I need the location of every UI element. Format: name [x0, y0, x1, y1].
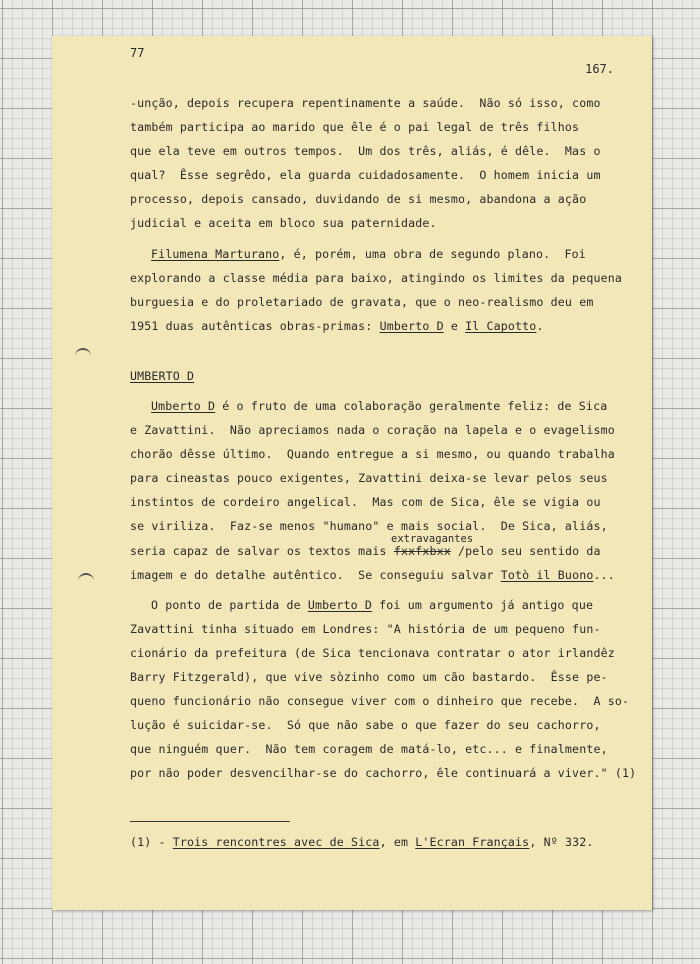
film-title: Il Capotto: [465, 319, 537, 333]
paragraph-line: chorão dêsse último. Quando entregue a si mesmo, ou quando trabalha: [130, 447, 615, 461]
paragraph-line: explorando a classe média para baixo, atingindo os limites da pequena: [130, 271, 622, 285]
binder-hole-mark: [78, 573, 94, 589]
paragraph-line: lução é suicidar-se. Só que não sabe o que fazer do seu cachorro,: [130, 718, 601, 732]
paragraph-line: Umberto D é o fruto de uma colaboração geralmente feliz: de Sica: [151, 399, 608, 413]
paragraph-line: judicial e aceita em bloco sua paternidade.: [130, 216, 437, 230]
page-number-right: 167.: [585, 62, 614, 76]
paragraph-line: imagem e do detalhe autêntico. Se conseguiu salvar Totò il Buono...: [130, 568, 615, 582]
paragraph-line: processo, depois cansado, duvidando de si mesmo, abandona a ação: [130, 192, 587, 206]
section-heading: UMBERTO D: [130, 369, 195, 383]
paragraph-line: por não poder desvencilhar-se do cachorro, êle continuará a viver." (1): [130, 766, 637, 780]
paragraph-line: se viriliza. Faz-se menos "humano" e mais social. De Sica, aliás,: [130, 519, 608, 533]
struck-word: fxxfxbxx: [393, 544, 451, 558]
paragraph-line: O ponto de partida de Umberto D foi um argumento já antigo que: [151, 598, 594, 612]
paragraph-line: queno funcionário não consegue viver com o dinheiro que recebe. A so-: [130, 694, 630, 708]
binder-hole-mark: [75, 348, 91, 364]
paragraph-line: cionário da prefeitura (de Sica tencionava contratar o ator irlandêz: [130, 646, 615, 660]
film-title: Umberto D: [307, 598, 373, 612]
paragraph-line: 1951 duas autênticas obras-primas: Umberto D e Il Capotto.: [130, 319, 544, 333]
film-title: Umberto D: [379, 319, 444, 333]
footnote-title: L'Ecran Français: [415, 835, 530, 849]
page-number-left: 77: [130, 46, 145, 60]
paragraph-line: que ninguém quer. Não tem coragem de matá-lo, etc... e finalmente,: [130, 742, 608, 756]
film-title: Filumena Marturano: [151, 247, 280, 261]
film-title: Totò il Buono: [500, 568, 594, 582]
footnote-title: Trois rencontres avec de Sica: [172, 835, 380, 849]
paragraph-line: -unção, depois recupera repentinamente a saúde. Não só isso, como: [130, 96, 601, 110]
paragraph-line: Barry Fitzgerald), que vive sòzinho como um cão bastardo. Êsse pe-: [130, 670, 608, 684]
footnote-rule: [130, 821, 290, 822]
handwritten-insertion: extravagantes: [391, 533, 474, 545]
footnote: (1) - Trois rencontres avec de Sica, em L'Ecran Français, Nº 332.: [130, 835, 594, 849]
paragraph-line: instintos de cordeiro angelical. Mas com de Sica, êle se vigia ou: [130, 495, 601, 509]
paragraph-line: que ela teve em outros tempos. Um dos três, aliás, é dêle. Mas o: [130, 144, 601, 158]
paragraph-line: burguesia e do proletariado de gravata, que o neo-realismo deu em: [130, 295, 594, 309]
paragraph-line: para cineastas pouco exigentes, Zavattini deixa-se levar pelos seus: [130, 471, 608, 485]
paragraph-line: Zavattini tinha situado em Londres: "A história de um pequeno fun-: [130, 622, 601, 636]
typewritten-page: [52, 36, 652, 910]
paragraph-line: qual? Êsse segrêdo, ela guarda cuidadosamente. O homem inicia um: [130, 168, 601, 182]
paragraph-line: seria capaz de salvar os textos mais fxxfxbxx /pelo seu sentido da: [130, 544, 601, 558]
paragraph-line: também participa ao marido que êle é o pai legal de três filhos: [130, 120, 580, 134]
film-title: Umberto D: [151, 399, 216, 413]
paragraph-line: Filumena Marturano, é, porém, uma obra de segundo plano. Foi: [151, 247, 586, 261]
paragraph-line: e Zavattini. Não apreciamos nada o coração na lapela e o evagelismo: [130, 423, 615, 437]
